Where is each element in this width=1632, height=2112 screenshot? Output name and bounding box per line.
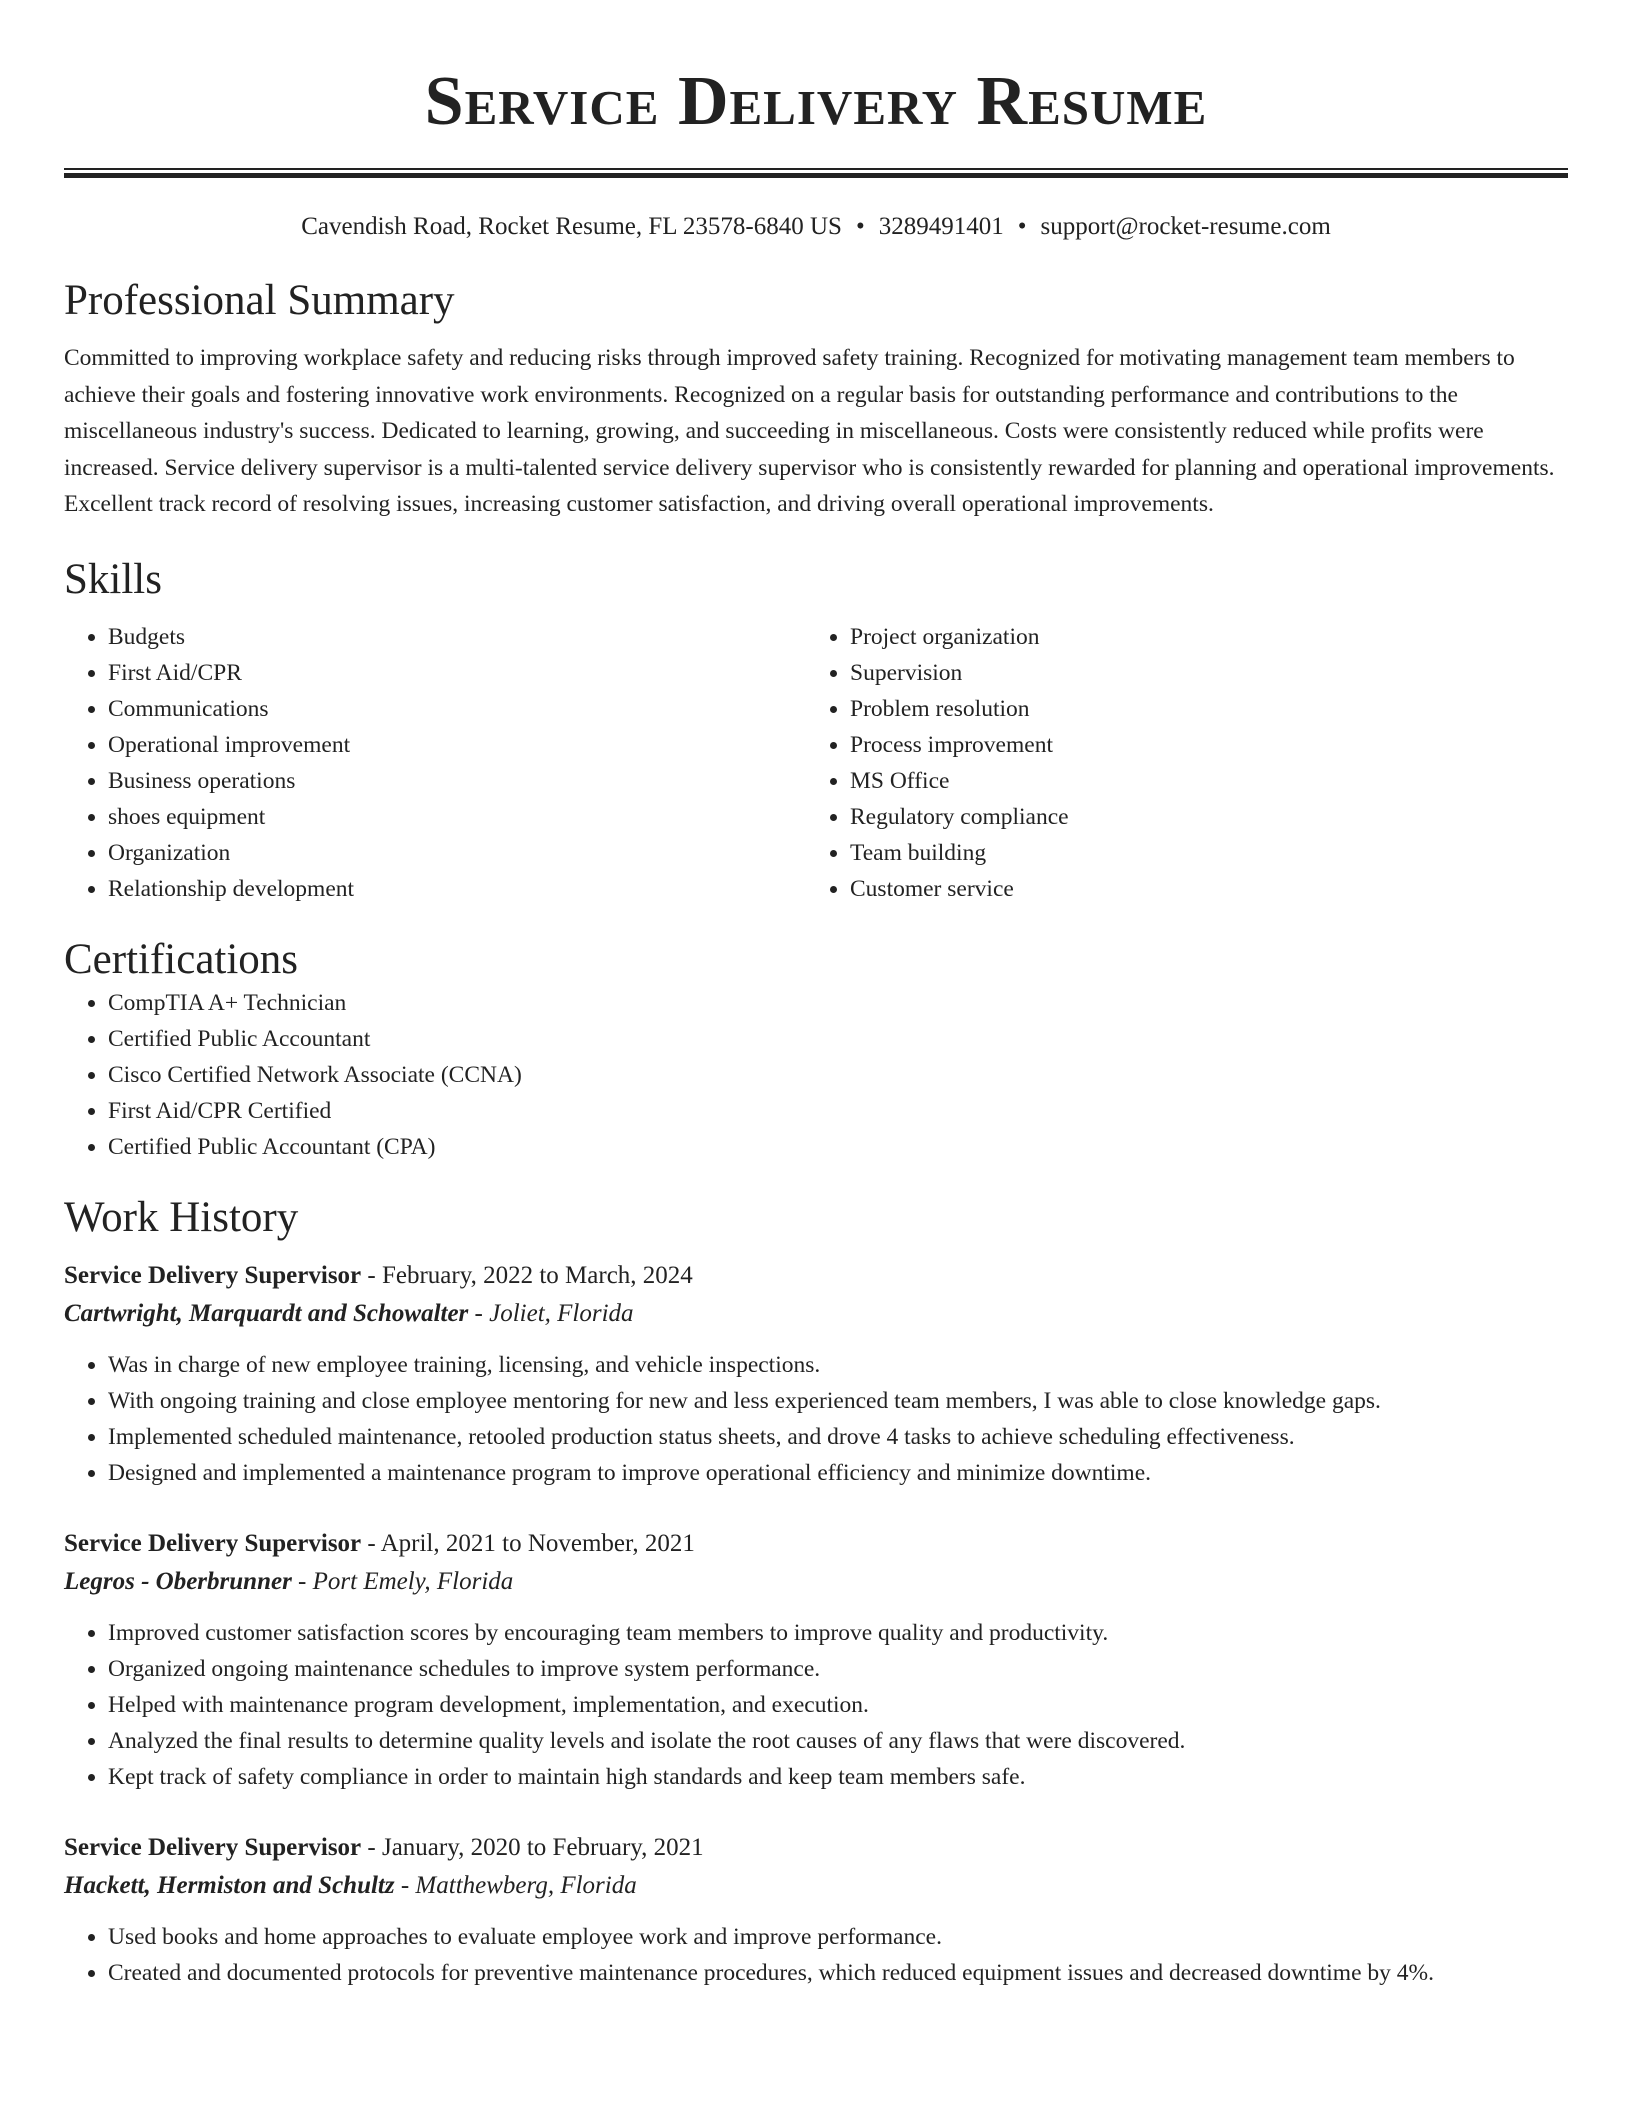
job-duty: • Organized ongoing maintenance schedules to improve system performance. (108, 1651, 1568, 1687)
job-company-line (64, 1563, 1568, 1601)
job-title-line (64, 1525, 1568, 1563)
certification-item: • Certified Public Accountant (CPA) (108, 1129, 1568, 1165)
skills-column-left (64, 619, 806, 907)
contact-separator: • (855, 213, 865, 240)
job-duty: • With ongoing training and close employee mentoring for new and less experienced team members, I was able to close knowledge gaps. (108, 1383, 1568, 1419)
summary-text: Committed to improving workplace safety and reducing risks through improved safety training. Recognized for motivating management team members to achieve their goals and fostering innovative work environments. Recognized on a regular basis for outstanding performance and contributions to the miscellaneous industry's success. Dedicated to learning, growing, and succeeding in miscellaneous. Costs were consistently reduced while profits were increased. Service delivery supervisor is a multi-talented service delivery supervisor who is consistently rewarded for planning and operational improvements. Excellent track record of resolving issues, increasing customer satisfaction, and driving overall operational improvements. (64, 345, 1555, 517)
job-role: Service Delivery Supervisor (64, 1261, 362, 1289)
skills-grid (64, 619, 1568, 907)
job-duty: • Implemented scheduled maintenance, retooled production status sheets, and drove 4 tasks to achieve scheduling effectiveness. (108, 1419, 1568, 1455)
skills-list-right (806, 619, 1548, 907)
skill-item: • Communications (108, 691, 806, 727)
job-duty: • Helped with maintenance program development, implementation, and execution. (108, 1687, 1568, 1723)
job-company-line (64, 1867, 1568, 1905)
job-company: Hackett, Hermiston and Schultz (64, 1871, 395, 1899)
contact-email: support@rocket-resume.com (1040, 213, 1331, 240)
job-duty: • Used books and home approaches to evaluate employee work and improve performance. (108, 1919, 1568, 1955)
job-entry (64, 1829, 1568, 1991)
job-location: - Port Emely, Florida (291, 1567, 514, 1595)
skill-item: • Process improvement (850, 727, 1548, 763)
work-history-heading: Work History (64, 1193, 299, 1241)
contact-line (64, 212, 1568, 242)
job-dates: - February, 2022 to March, 2024 (361, 1261, 693, 1289)
skill-item: • Problem resolution (850, 691, 1548, 727)
skill-item: • First Aid/CPR (108, 655, 806, 691)
skill-item: • Relationship development (108, 871, 806, 907)
job-dates: - April, 2021 to November, 2021 (361, 1529, 695, 1557)
job-company-line (64, 1295, 1568, 1333)
skill-item: • shoes equipment (108, 799, 806, 835)
job-duty: • Kept track of safety compliance in order to maintain high standards and keep team members safe. (108, 1759, 1568, 1795)
certification-item: • Certified Public Accountant (108, 1021, 1568, 1057)
job-location: - Joliet, Florida (468, 1299, 634, 1327)
job-company: Cartwright, Marquardt and Schowalter (64, 1299, 469, 1327)
skill-item: • Supervision (850, 655, 1548, 691)
skill-item: • Team building (850, 835, 1548, 871)
job-duty: • Designed and implemented a maintenance program to improve operational efficiency and minimize downtime. (108, 1455, 1568, 1491)
skills-column-right (806, 619, 1548, 907)
skill-item: • Project organization (850, 619, 1548, 655)
job-duty: • Analyzed the final results to determine quality levels and isolate the root causes of any flaws that were discovered. (108, 1723, 1568, 1759)
skill-item: • Customer service (850, 871, 1548, 907)
job-duty: • Created and documented protocols for preventive maintenance procedures, which reduced equipment issues and decreased downtime by 4%. (108, 1955, 1568, 1991)
job-company: Legros - Oberbrunner (64, 1567, 292, 1595)
job-title-line (64, 1257, 1568, 1295)
job-dates: - January, 2020 to February, 2021 (361, 1833, 704, 1861)
skill-item: • Operational improvement (108, 727, 806, 763)
title-divider (64, 168, 1568, 178)
job-duties-list (64, 1919, 1568, 1991)
skill-item: • Organization (108, 835, 806, 871)
job-duties-list (64, 1347, 1568, 1491)
job-entry (64, 1525, 1568, 1795)
job-role: Service Delivery Supervisor (64, 1529, 362, 1557)
skill-item: • Business operations (108, 763, 806, 799)
job-duty: • Improved customer satisfaction scores by encouraging team members to improve quality and productivity. (108, 1615, 1568, 1651)
job-location: - Matthewberg, Florida (394, 1871, 637, 1899)
contact-phone: 3289491401 (878, 213, 1004, 240)
contact-address: Cavendish Road, Rocket Resume, FL 23578-6840 US (301, 213, 842, 240)
skill-item: • MS Office (850, 763, 1548, 799)
certifications-list (64, 985, 1568, 1165)
certification-item: • First Aid/CPR Certified (108, 1093, 1568, 1129)
skill-item: • Regulatory compliance (850, 799, 1548, 835)
skills-list-left (64, 619, 806, 907)
contact-separator: • (1017, 213, 1027, 240)
skills-heading: Skills (64, 555, 162, 603)
resume-page (64, 0, 1568, 1991)
job-duty: • Was in charge of new employee training, licensing, and vehicle inspections. (108, 1347, 1568, 1383)
certifications-heading: Certifications (64, 935, 299, 983)
summary-heading: Professional Summary (64, 277, 455, 324)
job-title-line (64, 1829, 1568, 1867)
certification-item: • Cisco Certified Network Associate (CCNA) (108, 1057, 1568, 1093)
job-duties-list (64, 1615, 1568, 1795)
job-role: Service Delivery Supervisor (64, 1833, 362, 1861)
certification-item: • CompTIA A+ Technician (108, 985, 1568, 1021)
resume-title: Service Delivery Resume (424, 63, 1208, 140)
job-entry (64, 1257, 1568, 1491)
skill-item: • Budgets (108, 619, 806, 655)
